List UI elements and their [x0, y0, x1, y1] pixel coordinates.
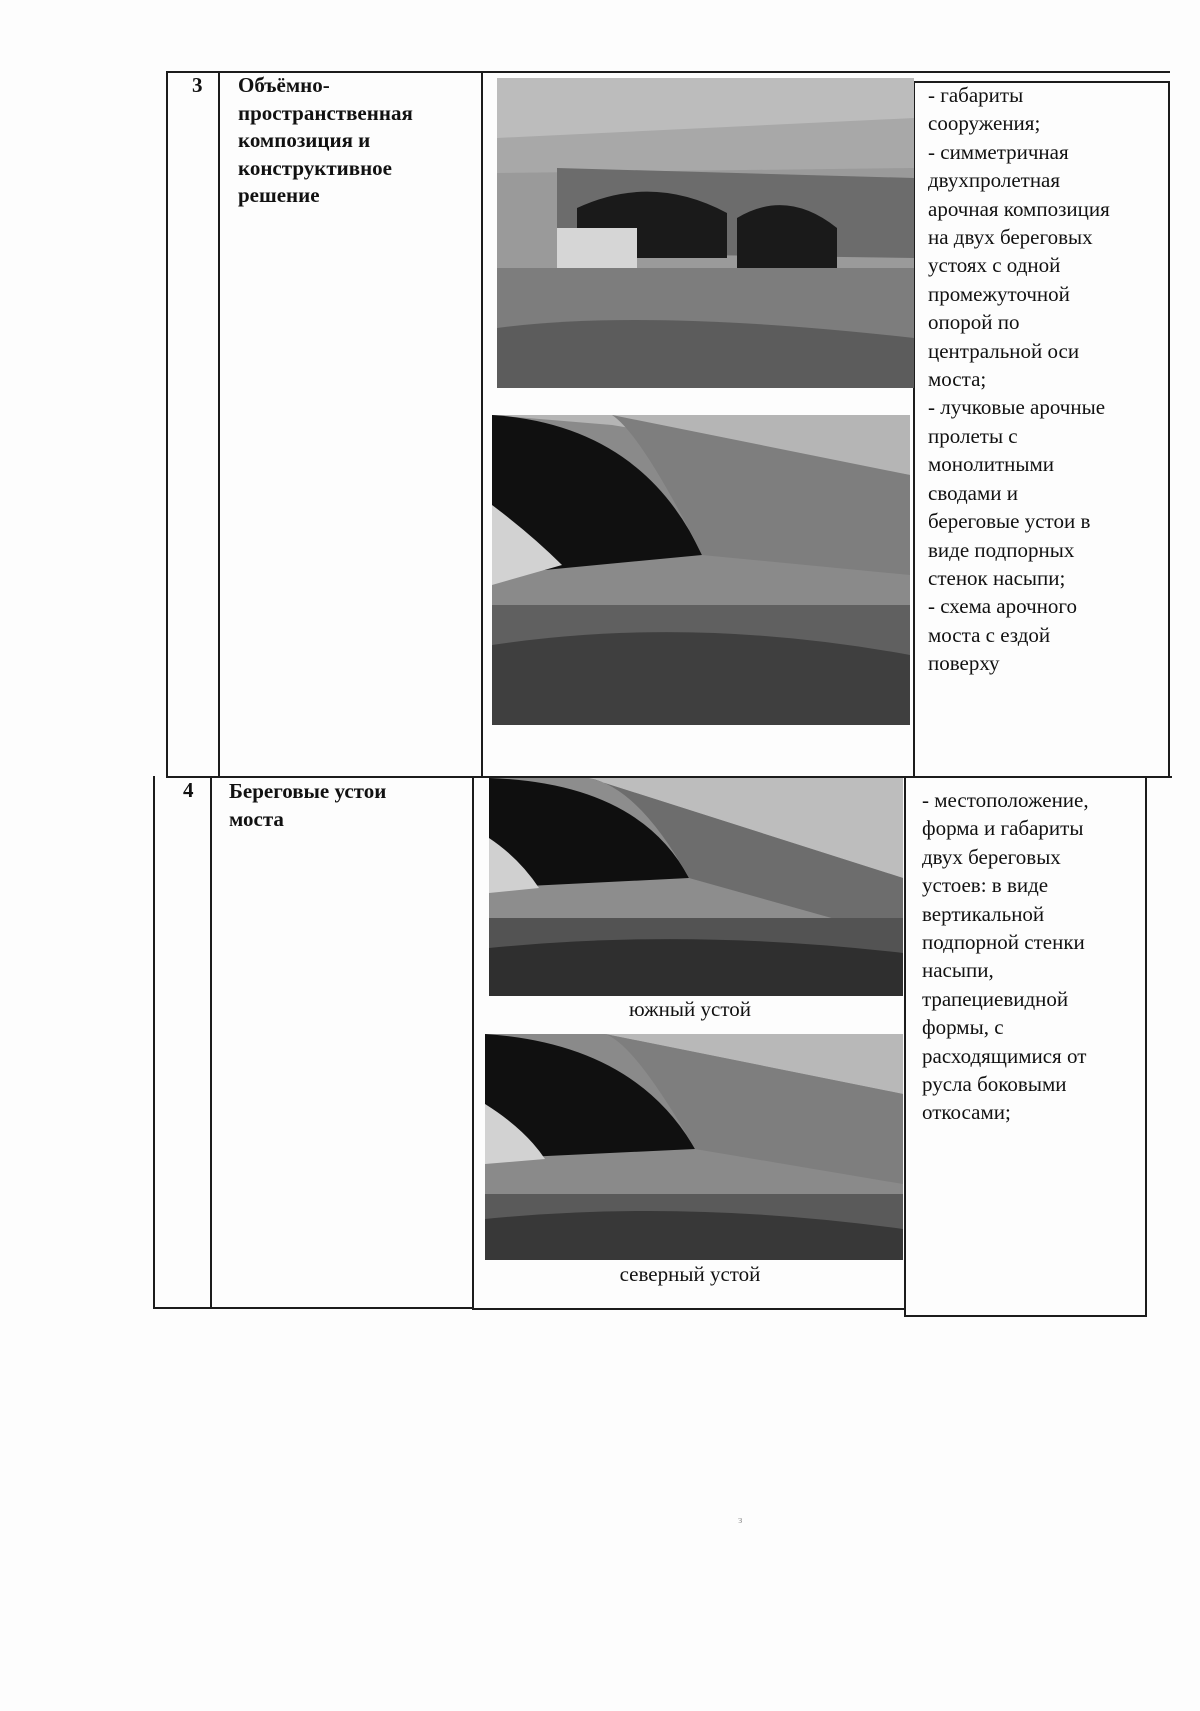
table-line	[481, 71, 483, 776]
table-line	[166, 71, 168, 776]
row-heading: Береговые устои моста	[229, 779, 387, 831]
table-line	[472, 1308, 906, 1310]
row-description: - габариты сооружения; - симметричная двухпролетная арочная композиция на двух береговых устоях с одной промежуточной опорой по центральной оси моста; - лучковые арочные пролеты с монолитными сводами и береговые устои в виде подпорных стенок насыпи; - схема арочного моста с ездой поверху	[928, 83, 1110, 676]
table-line	[904, 776, 906, 1317]
arch-closeup-photo	[492, 415, 910, 725]
bridge-general-photo	[497, 78, 914, 388]
table-line	[210, 776, 212, 1309]
row-description: - местоположение, форма и габариты двух береговых устоев: в виде вертикальной подпорной стенки насыпи, трапециевидной формы, с расходящимися от русла боковыми откосами;	[922, 788, 1089, 1125]
photo-caption: южный устой	[629, 997, 751, 1021]
row-heading: Объёмно- пространственная композиция и конструктивное решение	[238, 73, 413, 208]
scan-mark: з	[738, 1514, 743, 1526]
table-line	[1168, 81, 1170, 778]
table-line	[472, 776, 474, 1309]
north-abutment-photo	[485, 1034, 903, 1260]
south-abutment-photo	[489, 778, 903, 996]
table-line	[1145, 776, 1147, 1317]
photo-caption: северный устой	[619, 1262, 761, 1286]
table-line	[153, 776, 155, 1309]
row-number: 4	[183, 778, 194, 802]
row-number: 3	[192, 73, 203, 97]
table-line	[153, 1307, 473, 1309]
table-line	[904, 1315, 1147, 1317]
table-line	[218, 71, 220, 776]
